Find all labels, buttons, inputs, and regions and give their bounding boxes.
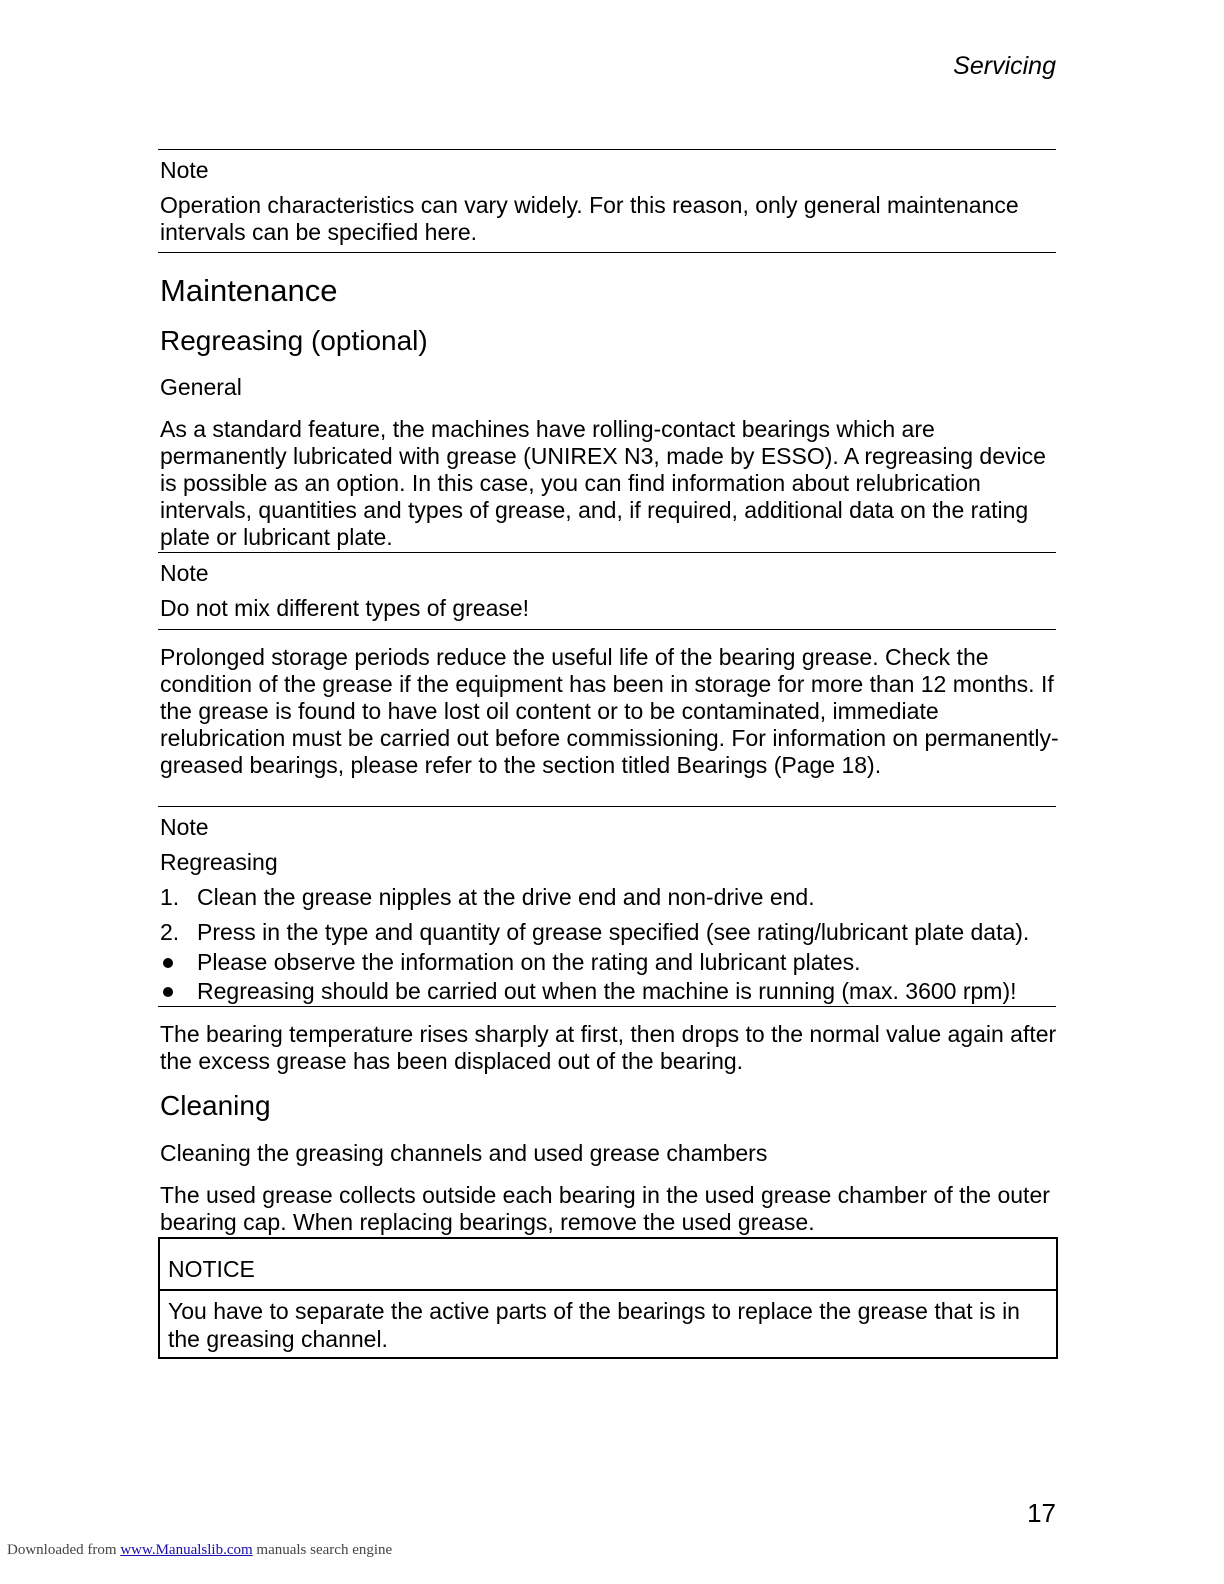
bullet-icon bbox=[163, 958, 173, 968]
note-text: Operation characteristics can vary widely. For this reason, only general maintenance intervals can be specified here. bbox=[160, 192, 1019, 245]
heading-cleaning-channels: Cleaning the greasing channels and used grease chambers bbox=[160, 1140, 768, 1166]
heading-general: General bbox=[160, 374, 242, 400]
note-top-rule bbox=[158, 149, 1056, 150]
note-label: Note bbox=[160, 814, 209, 840]
note-label: Note bbox=[160, 560, 209, 586]
step-number: 2. bbox=[160, 919, 180, 945]
general-paragraph: As a standard feature, the machines have rolling-contact bearings which are permanently lubricated with grease (UNIREX N3, made by ESSO). A regreasing device is possible as an option. In this case, you can find information about relubrication intervals, quantities and types of grease, and, if required, additional data on the rating plate or lubricant plate. bbox=[160, 416, 1046, 550]
running-header: Servicing bbox=[953, 52, 1056, 80]
note-heading-regreasing: Regreasing bbox=[160, 849, 278, 875]
notice-text: You have to separate the active parts of the bearings to replace the grease that is in the greasing channel. bbox=[168, 1298, 1020, 1352]
footer-prefix: Downloaded from bbox=[7, 1542, 117, 1558]
temperature-paragraph: The bearing temperature rises sharply at first, then drops to the normal value again after the excess grease has been displaced out of the bearing. bbox=[160, 1021, 1057, 1074]
section-title-cleaning: Cleaning bbox=[160, 1090, 271, 1121]
step-text: Press in the type and quantity of grease specified (see rating/lubricant plate data). bbox=[197, 919, 1030, 945]
list-item bbox=[160, 919, 1060, 947]
note-top-rule bbox=[158, 552, 1056, 553]
list-item bbox=[160, 949, 1060, 977]
note-top-rule bbox=[158, 806, 1056, 807]
footer-suffix: manuals search engine bbox=[256, 1542, 393, 1558]
list-item bbox=[160, 978, 1060, 1006]
step-text: Clean the grease nipples at the drive end and non-drive end. bbox=[197, 884, 815, 910]
bullet-text: Please observe the information on the rating and lubricant plates. bbox=[197, 949, 861, 975]
section-title-maintenance: Maintenance bbox=[160, 273, 338, 308]
note-bottom-rule bbox=[158, 252, 1056, 253]
download-footer bbox=[7, 1542, 392, 1559]
manualslib-link[interactable]: www.Manualslib.com bbox=[120, 1542, 253, 1558]
subsection-title-regreasing: Regreasing (optional) bbox=[160, 325, 428, 356]
notice-label: NOTICE bbox=[168, 1256, 255, 1282]
note-label: Note bbox=[160, 157, 209, 183]
note-bottom-rule bbox=[158, 1006, 1056, 1007]
storage-paragraph: Prolonged storage periods reduce the useful life of the bearing grease. Check the condition of the grease if the equipment has been in storage for more than 12 months. If the grease is found to have lost oil content or to be contaminated, immediate relubrication must be carried out before commissioning. For information on permanently-greased bearings, please refer to the section titled Bearings (Page 18). bbox=[160, 644, 1059, 778]
bullet-icon bbox=[163, 987, 173, 997]
note-bottom-rule bbox=[158, 629, 1056, 630]
list-item bbox=[160, 884, 1060, 912]
page-number: 17 bbox=[1027, 1498, 1056, 1528]
notice-box bbox=[158, 1237, 1058, 1359]
step-number: 1. bbox=[160, 884, 180, 910]
notice-header bbox=[160, 1239, 1056, 1291]
bullet-text: Regreasing should be carried out when the machine is running (max. 3600 rpm)! bbox=[197, 978, 1017, 1004]
cleaning-paragraph: The used grease collects outside each bearing in the used grease chamber of the outer bearing cap. When replacing bearings, remove the used grease. bbox=[160, 1182, 1050, 1235]
note-text: Do not mix different types of grease! bbox=[160, 595, 530, 621]
